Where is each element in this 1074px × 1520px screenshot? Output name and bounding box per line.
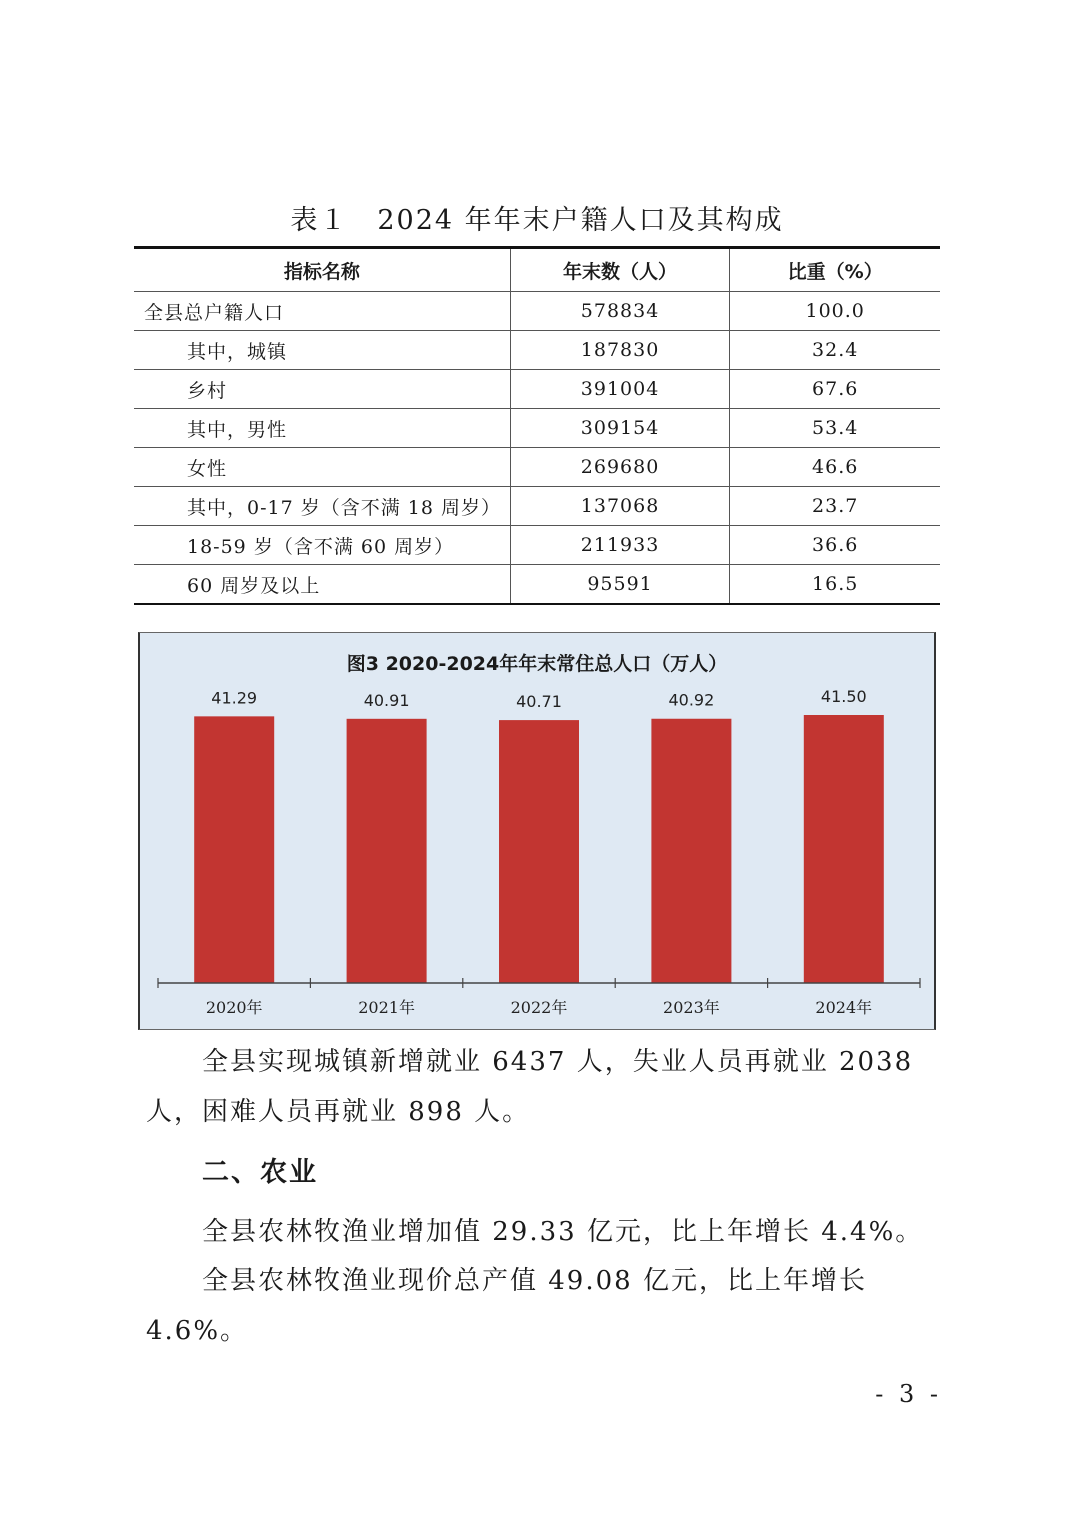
row-value: 187830 (510, 331, 730, 370)
row-share: 16.5 (730, 565, 940, 605)
table-caption: 表１ 2024 年年末户籍人口及其构成 (290, 205, 784, 236)
row-share: 100.0 (730, 292, 940, 331)
header-share: 比重（%） (730, 248, 940, 292)
row-value: 95591 (510, 565, 730, 605)
row-share: 36.6 (730, 526, 940, 565)
page-number: - 3 - (875, 1380, 942, 1408)
row-name: 其中，城镇 (134, 331, 510, 370)
row-name: 女性 (134, 448, 510, 487)
row-name: 其中，0-17 岁（含不满 18 周岁） (134, 487, 510, 526)
bar-chart-svg (140, 633, 934, 1029)
table-row (134, 448, 940, 487)
row-value: 137068 (510, 487, 730, 526)
row-share: 46.6 (730, 448, 940, 487)
x-axis (158, 978, 920, 1017)
table-row (134, 370, 940, 409)
row-share: 32.4 (730, 331, 940, 370)
row-value: 269680 (510, 448, 730, 487)
chart-title: 图3 2020-2024年年末常住总人口（万人） (346, 653, 728, 675)
bar-2021年 (347, 719, 427, 983)
agri-output-value-paragraph: 全县农林牧渔业现价总产值 49.08 亿元，比上年增长 4.6%。 (146, 1266, 867, 1346)
row-name: 其中，男性 (134, 409, 510, 448)
bar-value-label: 41.29 (211, 688, 258, 708)
table-row (134, 331, 940, 370)
table-row (134, 526, 940, 565)
row-name: 18-59 岁（含不满 60 周岁） (134, 526, 510, 565)
employment-paragraph: 全县实现城镇新增就业 6437 人，失业人员再就业 2038 人，困难人员再就业 898 人。 (146, 1047, 914, 1127)
bar-value-label: 41.50 (820, 687, 867, 706)
row-value: 211933 (510, 526, 730, 565)
section-heading-agriculture: 二、农业 (202, 1157, 318, 1188)
row-value: 578834 (510, 292, 730, 331)
x-tick-label: 2020年 (205, 998, 263, 1017)
header-year-end-count: 年末数（人） (510, 248, 730, 292)
bar-2023年 (651, 719, 731, 983)
agri-added-value-paragraph: 全县农林牧渔业增加值 29.33 亿元，比上年增长 4.4%。 (202, 1217, 924, 1247)
bar-value-label: 40.71 (516, 692, 562, 712)
row-value: 391004 (510, 370, 730, 409)
table-row (134, 487, 940, 526)
row-name: 乡村 (134, 370, 510, 409)
bar-2020年 (194, 716, 274, 983)
x-tick-label: 2024年 (815, 998, 873, 1017)
population-chart (138, 632, 936, 1030)
bar-2022年 (499, 720, 579, 983)
table-row (134, 565, 940, 605)
bar-value-label: 40.91 (363, 690, 410, 710)
x-tick-label: 2022年 (510, 998, 568, 1017)
bar-group (194, 687, 884, 983)
table-row (134, 409, 940, 448)
row-share: 67.6 (730, 370, 940, 409)
row-name: 全县总户籍人口 (134, 292, 510, 331)
table-header-row (134, 248, 940, 292)
population-table (134, 246, 940, 605)
bar-value-label: 40.92 (668, 690, 715, 710)
table-row (134, 292, 940, 331)
row-name: 60 周岁及以上 (134, 565, 510, 605)
row-share: 23.7 (730, 487, 940, 526)
header-indicator: 指标名称 (134, 248, 510, 292)
x-tick-label: 2023年 (663, 998, 720, 1017)
x-tick-label: 2021年 (358, 998, 415, 1017)
row-value: 309154 (510, 409, 730, 448)
bar-2024年 (804, 715, 884, 983)
row-share: 53.4 (730, 409, 940, 448)
